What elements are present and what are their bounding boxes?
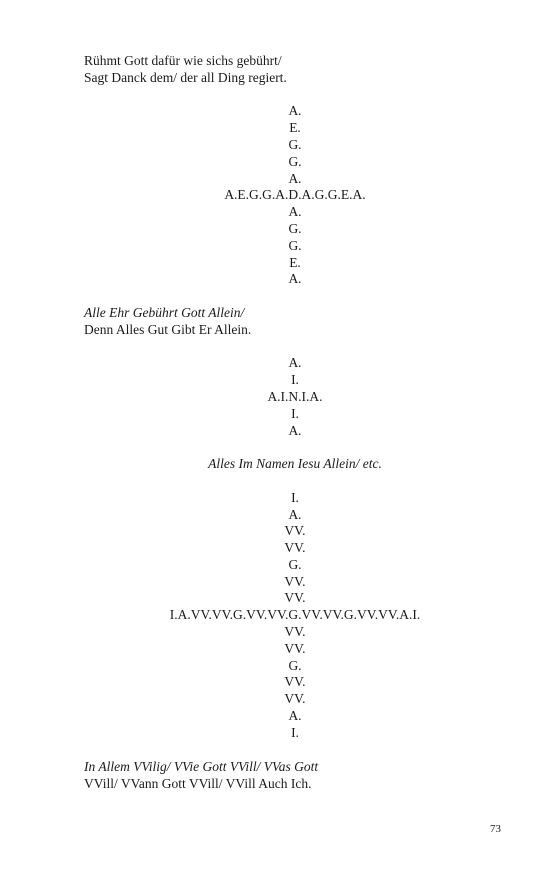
stanza3-line-1: In Allem VVilig/ VVie Gott VVill/ VVas Gott bbox=[84, 759, 319, 774]
cross3-line: VV. bbox=[284, 691, 306, 706]
cross3-horizontal: I.A.VV.VV.G.VV.VV.G.VV.VV.G.VV.VV.A.I. bbox=[169, 607, 421, 622]
cross3-line: VV. bbox=[284, 624, 306, 639]
cross3-line: VV. bbox=[284, 540, 306, 555]
cross3-line: G. bbox=[288, 557, 302, 572]
page-number: 73 bbox=[490, 823, 501, 835]
stanza2-line-2: Denn Alles Gut Gibt Er Allein. bbox=[84, 322, 252, 337]
cross1-line: G. bbox=[288, 238, 302, 253]
cross3-line: VV. bbox=[284, 590, 306, 605]
cross3-line: VV. bbox=[284, 523, 306, 538]
cross3-line: I. bbox=[291, 490, 299, 505]
cross1-line: E. bbox=[289, 120, 301, 135]
cross2-line: A. bbox=[288, 423, 302, 438]
stanza3-line-2: VVill/ VVann Gott VVill/ VVill Auch Ich. bbox=[84, 776, 312, 791]
stanza2-line-1: Alle Ehr Gebührt Gott Allein/ bbox=[84, 305, 245, 320]
cross1-line: A. bbox=[288, 103, 302, 118]
cross2-horizontal: A.I.N.I.A. bbox=[267, 389, 323, 404]
cross1-horizontal: A.E.G.G.A.D.A.G.G.E.A. bbox=[224, 187, 366, 202]
cross1-line: G. bbox=[288, 221, 302, 236]
cross3-line: VV. bbox=[284, 674, 306, 689]
cross1-line: G. bbox=[288, 137, 302, 152]
cross1-line: A. bbox=[288, 271, 302, 286]
cross2-line: I. bbox=[291, 406, 299, 421]
cross3-line: VV. bbox=[284, 641, 306, 656]
stanza1-line-2: Sagt Danck dem/ der all Ding regiert. bbox=[84, 70, 287, 85]
cross3-line: A. bbox=[288, 708, 302, 723]
cross3-line: VV. bbox=[284, 574, 306, 589]
cross3-line: G. bbox=[288, 658, 302, 673]
motto-line: Alles Im Namen Iesu Allein/ etc. bbox=[208, 456, 382, 471]
cross1-line: A. bbox=[288, 204, 302, 219]
cross3-line: A. bbox=[288, 507, 302, 522]
cross1-line: A. bbox=[288, 171, 302, 186]
cross1-line: E. bbox=[289, 255, 301, 270]
cross3-line: I. bbox=[291, 725, 299, 740]
cross2-line: A. bbox=[288, 355, 302, 370]
cross1-line: G. bbox=[288, 154, 302, 169]
stanza1-line-1: Rühmt Gott dafür wie sichs gebührt/ bbox=[84, 53, 282, 68]
cross2-line: I. bbox=[291, 372, 299, 387]
